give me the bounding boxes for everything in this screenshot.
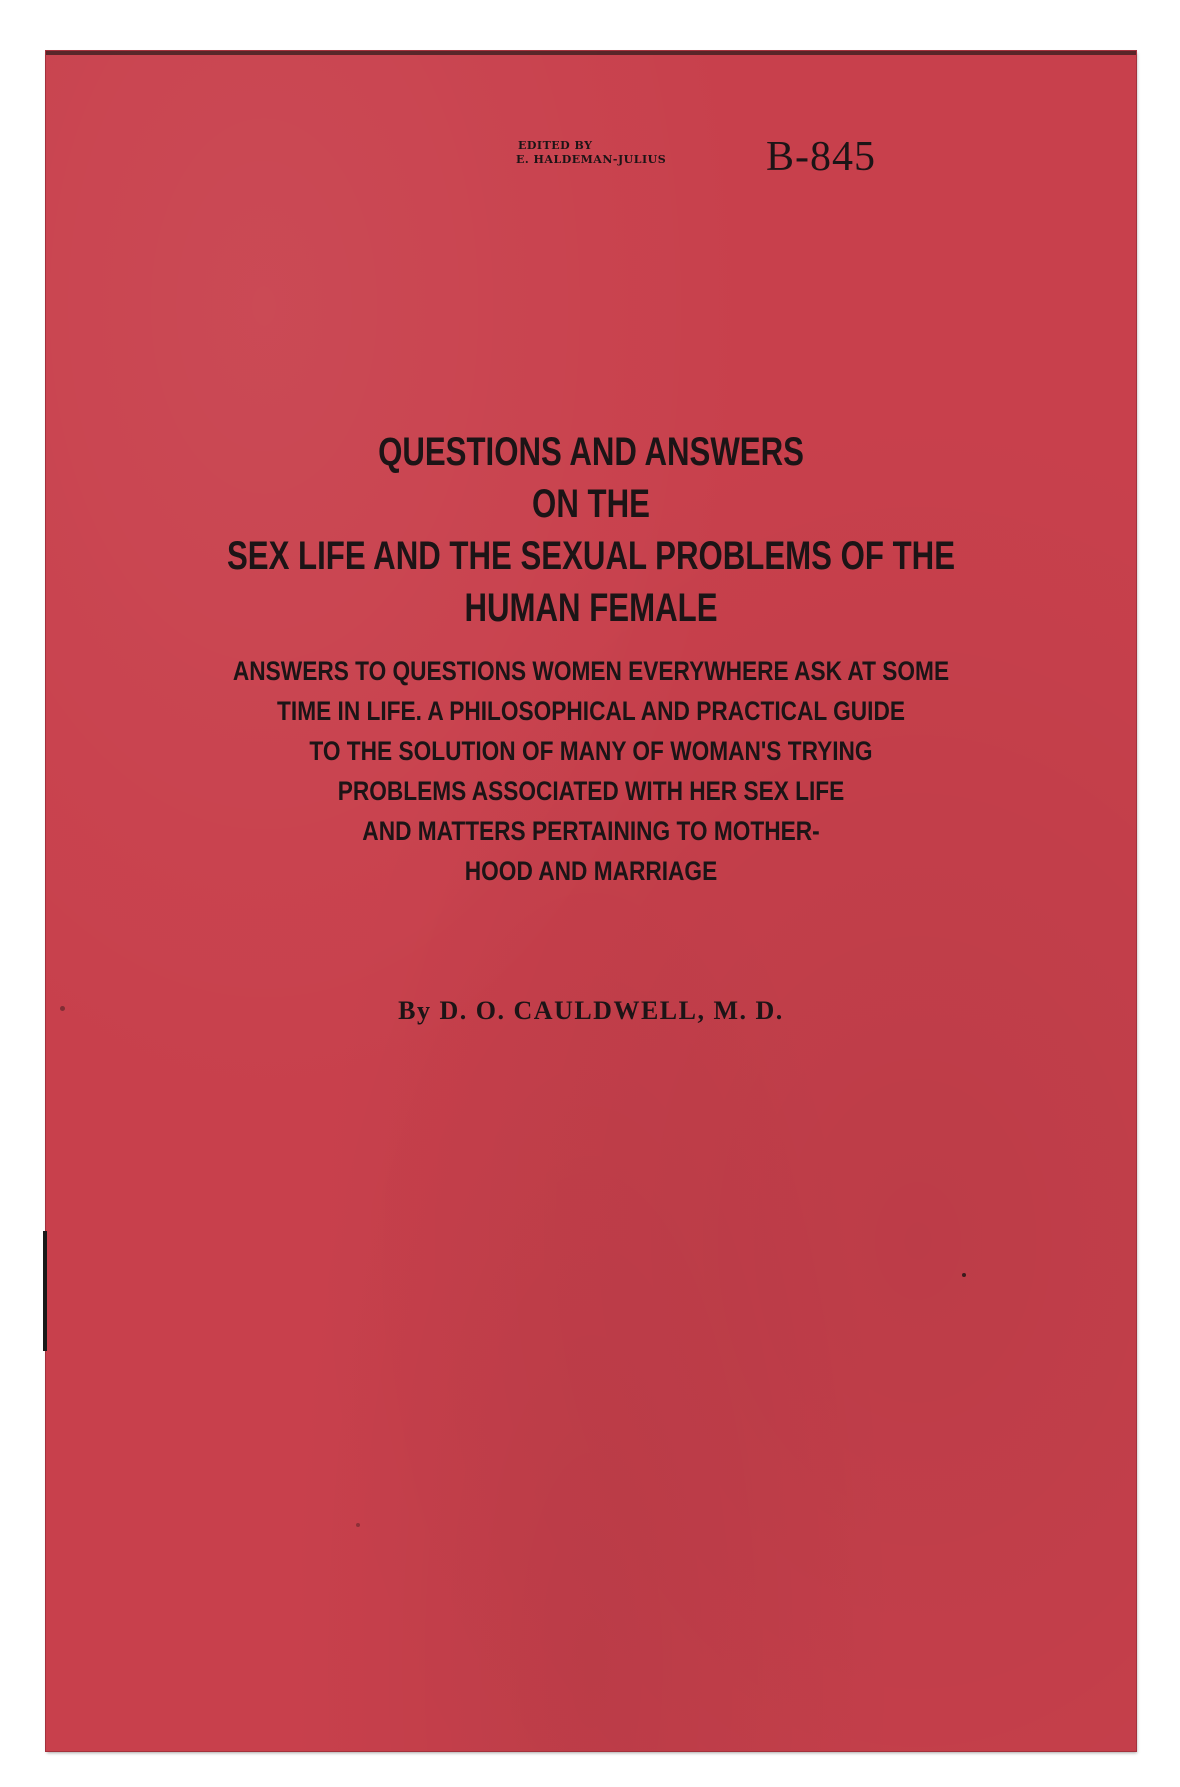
cover-top-edge [46,51,1136,55]
spine-staple-edge [43,1231,47,1351]
paper-speck [356,1523,360,1527]
edited-by-label: EDITED BY [518,139,593,152]
subtitle-line: ANSWERS TO QUESTIONS WOMEN EVERYWHERE ASK AT SOME [232,656,950,686]
subtitle-line: TIME IN LIFE. A PHILOSOPHICAL AND PRACTICAL GUIDE [277,696,905,726]
paper-speck [962,1273,966,1277]
subtitle-line: AND MATTERS PERTAINING TO MOTHER- [362,816,820,846]
editor-name: E. HALDEMAN-JULIUS [516,153,667,166]
subtitle [133,651,1049,891]
pamphlet-cover [46,51,1136,1751]
subtitle-line: PROBLEMS ASSOCIATED WITH HER SEX LIFE [337,776,845,806]
subtitle-line: TO THE SOLUTION OF MANY OF WOMAN'S TRYING [309,736,873,766]
main-title [166,426,1016,634]
series-number: B-845 [766,134,876,180]
title-line: HUMAN FEMALE [464,586,718,630]
paper-speck [60,1006,65,1011]
title-line: QUESTIONS AND ANSWERS [378,430,804,474]
editor-credit [516,139,716,167]
author-byline: By D. O. CAULDWELL, M. D. [398,996,784,1025]
title-line: ON THE [532,482,650,526]
title-line: SEX LIFE AND THE SEXUAL PROBLEMS OF THE [226,534,956,578]
subtitle-line: HOOD AND MARRIAGE [464,856,718,886]
